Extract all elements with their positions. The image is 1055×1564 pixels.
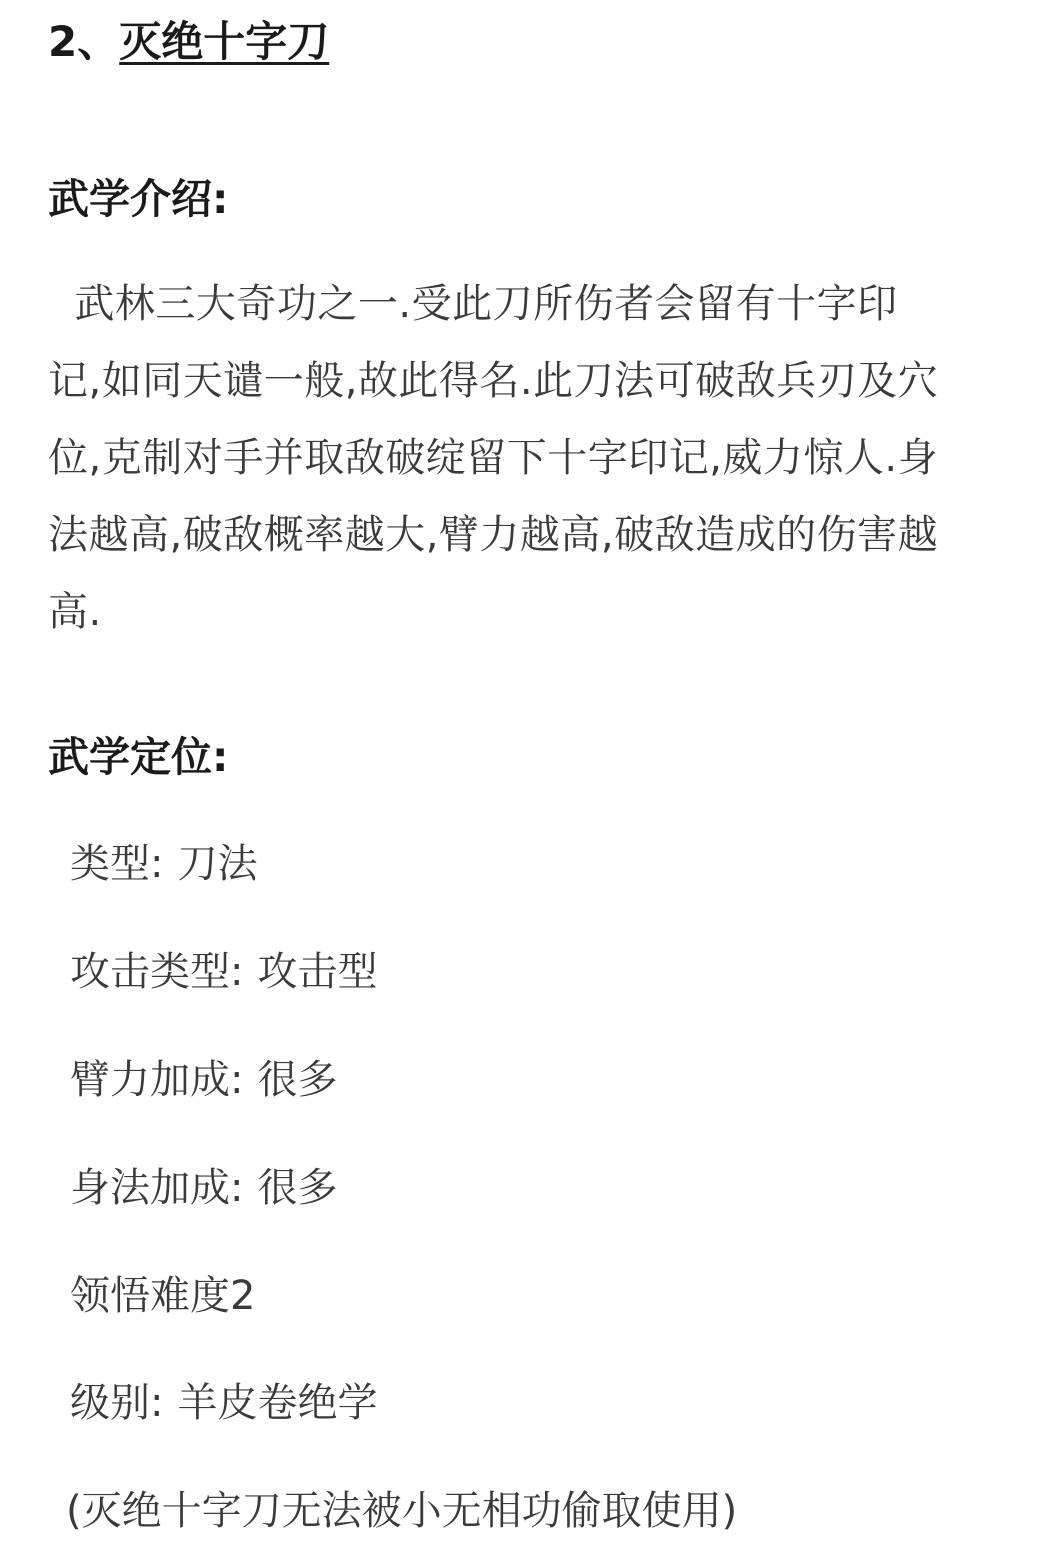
- page-title: [48, 14, 329, 70]
- attr-strength-bonus: [70, 1052, 337, 1108]
- intro-line: 位,克制对手并取敌破绽留下十字印记,威力惊人.身: [48, 435, 939, 481]
- attr-attack-type-label: 攻击类型:: [70, 949, 244, 995]
- attr-strength-bonus-label: 臂力加成:: [70, 1057, 244, 1103]
- attr-difficulty: 领悟难度2: [70, 1273, 256, 1319]
- intro-line: 记,如同天谴一般,故此得名.此刀法可破敌兵刃及穴: [48, 358, 939, 404]
- attr-attack-type: [70, 944, 377, 1000]
- attr-level-label: 级别:: [70, 1380, 164, 1426]
- attr-level: [70, 1375, 377, 1431]
- attr-type-value: 刀法: [177, 841, 258, 887]
- intro-line: 法越高,破敌概率越大,臂力越高,破敌造成的伤害越: [48, 512, 939, 558]
- attr-agility-bonus: [70, 1160, 337, 1216]
- position-heading: 武学定位:: [48, 733, 229, 781]
- attr-strength-bonus-value: 很多: [257, 1057, 338, 1103]
- attr-type-label: 类型:: [70, 841, 164, 887]
- attr-level-value: 羊皮卷绝学: [177, 1380, 378, 1426]
- attr-agility-bonus-value: 很多: [257, 1165, 338, 1211]
- attr-attack-type-value: 攻击型: [257, 949, 378, 995]
- intro-paragraph: [48, 266, 1026, 651]
- intro-heading: 武学介绍:: [48, 175, 229, 223]
- usage-note: (灭绝十字刀无法被小无相功偷取使用): [66, 1488, 738, 1534]
- intro-line: 武林三大奇功之一.受此刀所伤者会留有十字印: [48, 281, 898, 327]
- attr-agility-bonus-label: 身法加成:: [70, 1165, 244, 1211]
- intro-line: 高.: [48, 589, 102, 635]
- title-number: 2、: [48, 17, 120, 66]
- attr-type: [70, 836, 257, 892]
- title-link[interactable]: 灭绝十字刀: [119, 17, 330, 66]
